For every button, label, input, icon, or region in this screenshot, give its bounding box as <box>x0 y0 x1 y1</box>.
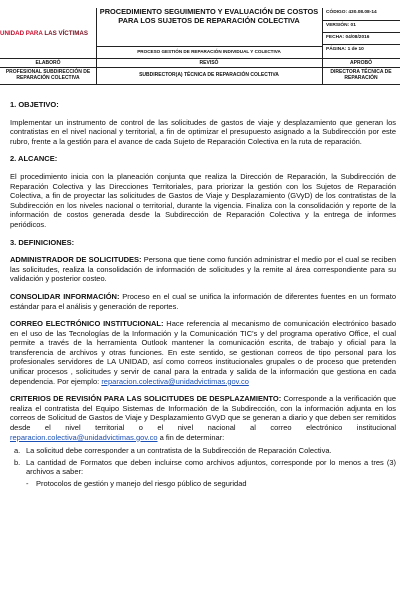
alcance-paragraph: El procedimiento inicia con la planeación conjunta que realiza la Dirección de Reparación, la Subdirección de Reparación Colectiva y las Direcciones Territoriales, para priorizar la gestión con los Sujetos de Reparación Colectiva, a fin de proyectar las solicitudes de Gastos de Viaje y Desplazamiento (GVyD) de los contratistas de la Subdirección en los niveles nacional o territorial, durante la vigencia. Finaliza con la consolidación y reporte de la información de costos generada desde la Subdirección de Reparación Colectiva y la entrega de informes periódicos. <box>10 171 396 229</box>
divider <box>0 84 400 85</box>
document-header <box>0 8 400 58</box>
reviso-value: SUBDIRECTOR(A) TÉCNICA DE REPARACIÓN COLECTIVA <box>139 72 279 78</box>
document-title: PROCEDIMIENTO SEGUIMIENTO Y EVALUACIÓN DE COSTOS PARA LOS SUJETOS DE REPARACIÓN COLECTIVA <box>99 7 319 25</box>
list-item-text: La cantidad de Formatos que deben incluirse como archivos adjuntos, corresponde por lo menos a tres (3) archivos a saber: <box>26 457 396 477</box>
definition-text: Proceso en el cual se unifica la información de diferentes fuentes en un formato estándar para el análisis y generación de reportes. <box>10 291 396 311</box>
divider <box>322 8 323 58</box>
doc-version: VERSIÓN: 01 <box>326 23 356 28</box>
doc-page: PÁGINA: 1 de 10 <box>326 47 364 52</box>
list-subitem <box>10 479 396 489</box>
definition-term: ADMINISTRADOR DE SOLICITUDES: <box>10 255 142 265</box>
list-item-text: Protocolos de gestión y manejo del riesgo público de seguridad <box>36 479 247 488</box>
list-marker: - <box>26 479 29 488</box>
list-item <box>10 446 396 456</box>
divider <box>322 32 400 33</box>
objetivo-paragraph: Implementar un instrumento de control de las solicitudes de gastos de viaje y desplazamiento que generan los contratistas en el nivel nacional y territorial, a fin de optimizar el presupuesto asignado a la Subdirección por este rubro, frente a la gestión para el avance de cada Sujeto de Reparación Colectiva en la ruta de reparación. <box>10 117 396 146</box>
list-item <box>10 458 396 477</box>
reviso-label: REVISÓ <box>199 60 219 66</box>
aprobo-value: DIRECTORA TÉCNICA DE REPARACIÓN <box>330 69 392 81</box>
definition-term: CORREO ELECTRÓNICO INSTITUCIONAL: <box>10 319 164 329</box>
elaboro-value: PROFESIONAL SUBDIRECCIÓN DE REPARACIÓN COLECTIVA <box>5 69 91 81</box>
list-marker: a. <box>14 446 21 456</box>
divider <box>0 67 400 68</box>
definition-administrador <box>10 255 396 284</box>
email-link[interactable]: reparacion.colectiva@unidadvictimas.gov.co <box>10 432 158 442</box>
section-title-definiciones: 3. DEFINICIONES: <box>10 237 75 247</box>
divider <box>0 58 400 59</box>
definition-text: Hace referencia al mecanismo de comunicación electrónico basado en el uso de las Tecnologías de la Información y la Comunicación TIC's y del programa operativo Office, el cual permite a través de la herramienta Outlook mantener la comunicación escrita, de trabajo y oficial para la transferencia de archivos y otras funciones. En este sentido, se gestionan correos de tipo personal para los profesionales servidores de LA UNIDAD, así como correos institucionales grupales o de proceso que pretenden unificar procesos , solicitudes y servir de canal para la entrada y salida de la información que gestiona en cada dependencia. Por ejemplo: <box>10 319 396 386</box>
unidad-victimas-logo: UNIDAD PARA LAS VÍCTIMAS <box>0 30 89 37</box>
section-title-alcance: 2. ALCANCE: <box>10 154 58 164</box>
process-name: PROCESO GESTIÓN DE REPARACIÓN INDIVIDUAL Y COLECTIVA <box>137 49 281 54</box>
doc-code: CÓDIGO: 430.08.08-14 <box>326 10 377 15</box>
document-body <box>10 100 396 489</box>
definition-text: Persona que tiene como función administrar el medio por el cual se reciben las solicitudes, realiza la consolidación de información de solicitudes y la remite al área correspondiente para su validación y posterior costeo. <box>10 255 396 284</box>
definition-criterios <box>10 394 396 442</box>
section-title-objetivo: 1. OBJETIVO: <box>10 100 59 109</box>
divider <box>322 20 400 21</box>
divider <box>96 46 322 47</box>
doc-date: FECHA: 04/08/2016 <box>326 35 370 40</box>
definition-term: CONSOLIDAR INFORMACIÓN: <box>10 291 120 301</box>
list-marker: b. <box>14 457 21 467</box>
definition-consolidar <box>10 292 396 311</box>
definition-text: Corresponde a la verificación que realiza el contratista del Equipo Sistemas de Información de la Subdirección, con la información adjunta en los correos de Solicitud de Gastos de Viaje y Desplazamiento GVyD que se generan a diario y que deben ser remitidos desde el nivel territorial o el nivel nacional al correo electrónico institucional <box>10 394 396 433</box>
email-link[interactable]: reparacion.colectiva@unidadvictimas.gov.co <box>101 376 249 386</box>
elaboro-label: ELABORÓ <box>35 60 61 66</box>
definition-correo <box>10 319 396 386</box>
aprobo-label: APROBÓ <box>350 60 372 66</box>
definition-text: a fin de determinar: <box>157 432 225 442</box>
divider <box>322 44 400 45</box>
list-item-text: La solicitud debe corresponder a un contratista de la Subdirección de Reparación Colectiva. <box>26 446 332 456</box>
definition-term: CRITERIOS DE REVISIÓN PARA LAS SOLICITUDES DE DESPLAZAMIENTO: <box>10 394 282 404</box>
